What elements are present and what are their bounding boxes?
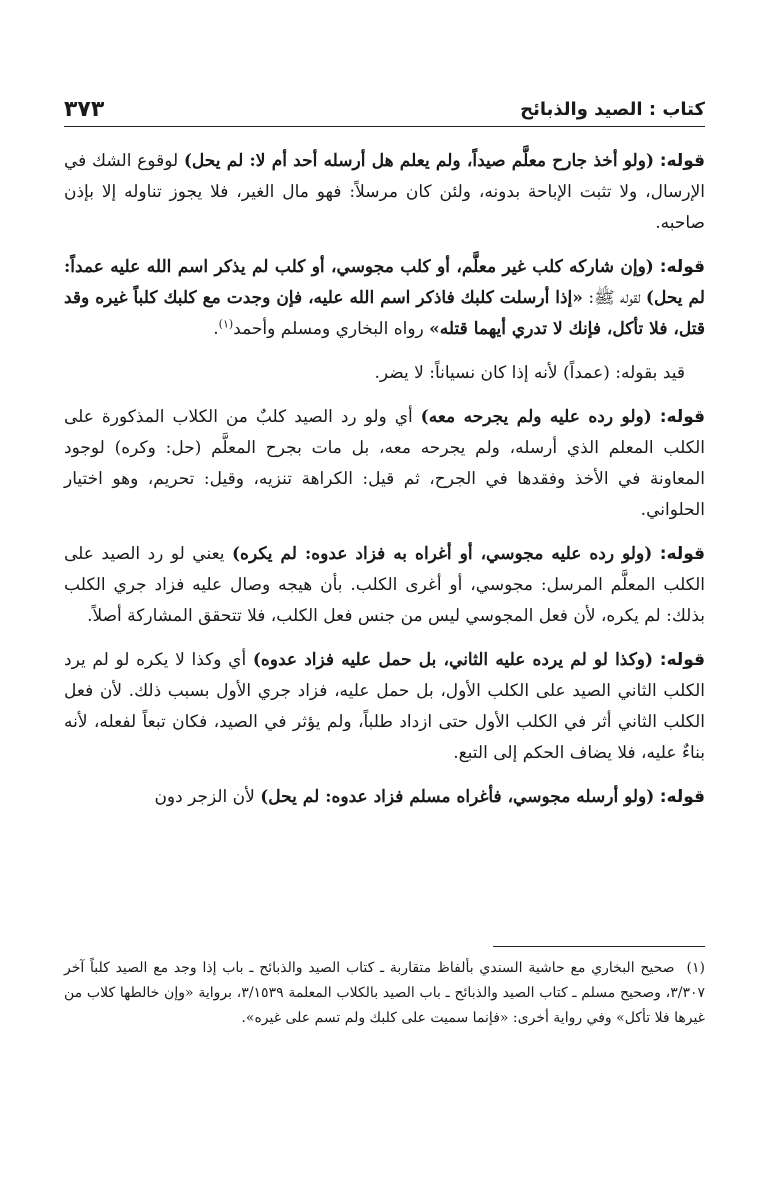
hadith-text: «إذا أرسلت كلبك فاذكر اسم الله عليه، فإن وجدت مع كلبك كلباً غيره وقد قتل، فلا تأكل، فإنك لا تدري أيهما قتله» (64, 288, 705, 339)
quoted-text: (ولو أخذ جارح معلَّم صيداً، ولم يعلم هل أرسله أحد أم لا: لم يحل) (183, 151, 654, 171)
quoted-text: (ولو أرسله مجوسي، فأغراه مسلم فزاد عدوه: لم يحل) (260, 787, 655, 807)
commentary-text: أي ولو رد الصيد كلبٌ من الكلاب المذكورة على الكلب المعلم الذي أرسله، ولم يجرحه معه، بل مات بجرح المعلَّم (حل: وكره) لوجود المعاونة في الأخذ وفقدها في الجرح، ثم قيل: الكراهة تنزيه، وقيل: تحريم، وهو اختيار الحلواني. (64, 407, 705, 520)
commentary-text: لوقوع الشك في الإرسال، ولا تثبت الإباحة بدونه، ولئن كان مرسلاً: فهو مال الغير، فلا يجوز تناوله إلا بإذن صاحبه. (64, 151, 705, 233)
keyword-qawluhu: قوله: (659, 407, 705, 427)
footnote-divider (493, 946, 705, 947)
commentary-text: أي وكذا لا يكره لو لم يرد الكلب الثاني الصيد على الكلب الأول، بل حمل عليه، فزاد جري الأول بسبب ذلك. لأن فعل الكلب الثاني أثر في الكلب الأول حتى ازداد طلباً، ولم يؤثر في الصيد، فكان تبعاً لفعله، لأنه بناءٌ عليه، فلا يضاف الحكم إلى التبع. (64, 650, 705, 763)
keyword-qawluhu: قوله: (659, 544, 705, 564)
commentary-text: قيد بقوله: (عمداً) لأنه إذا كان نسياناً: لا يضر. (374, 363, 685, 383)
body-text (64, 146, 705, 826)
running-title: كتاب : الصيد والذبائح (520, 99, 705, 120)
footnote (64, 956, 705, 1031)
keyword-qawluhu: قوله: (659, 151, 706, 171)
paragraph (64, 539, 705, 632)
commentary-text: لأن الزجر دون (154, 787, 261, 807)
sentence-end: . (213, 319, 219, 339)
quoted-text: (وكذا لو لم يرده عليه الثاني، بل حمل عليه فزاد عدوه) (252, 650, 654, 670)
page-header (64, 92, 705, 127)
paragraph (64, 146, 705, 239)
footnote-number: (١) (686, 960, 705, 976)
commentary-text: رواه البخاري ومسلم وأحمد (233, 319, 430, 339)
paragraph (64, 252, 705, 345)
quoted-text: (وإن شاركه كلب غير معلَّم، أو كلب مجوسي، أو كلب لم يذكر اسم الله عليه عمداً: لم يحل) (64, 257, 705, 308)
footnote-reference[interactable]: (١) (218, 317, 234, 331)
paragraph (64, 782, 705, 813)
keyword-qawluhu: قوله: (659, 650, 706, 670)
page-number: ٣٧٣ (64, 97, 105, 122)
paragraph (64, 402, 705, 526)
quoted-text: (ولو رده عليه مجوسي، أو أغراه به فزاد عدوه: لم يكره) (232, 544, 653, 564)
keyword-qawluhu: قوله: (659, 257, 705, 277)
commentary-text: لقوله ﷺ: (582, 288, 646, 308)
paragraph (64, 645, 705, 769)
keyword-qawluhu: قوله: (659, 787, 705, 807)
quoted-text: (ولو رده عليه ولم يجرحه معه) (420, 407, 652, 427)
paragraph (64, 358, 705, 389)
footnote-text: صحيح البخاري مع حاشية السندي بألفاظ متقاربة ـ كتاب الصيد والذبائح ـ باب إذا وجد مع الصيد كلباً آخر ٣/٣٠٧، وصحيح مسلم ـ كتاب الصيد والذبائح ـ باب الصيد بالكلاب المعلمة ٣/١٥٣٩، برواية «وإن خالطها كلاب من غيرها فلا تأكل» وفي رواية أخرى: «فإنما سميت على كلبك ولم تسم على غيره». (64, 960, 705, 1026)
commentary-text: يعني لو رد الصيد على الكلب المعلَّم المرسل: مجوسي، أو أغرى الكلب. بأن هيجه وصال عليه فزاد جري الكلب بذلك: لم يكره، لأن فعل المجوسي ليس من جنس فعل الكلب، فلا تتحقق المشاركة أصلاً. (64, 544, 705, 626)
